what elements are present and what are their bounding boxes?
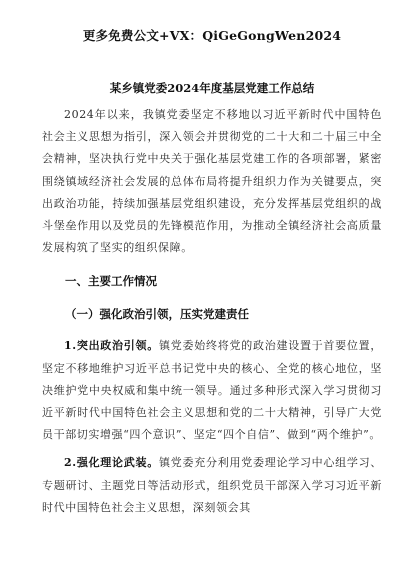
paragraph-lead: 2.强化理论武装。 — [64, 456, 160, 470]
intro-paragraph: 2024年以来，我镇党委坚定不移地以习近平新时代中国特色社会主义思想为指引，深入领会并贯彻党的二十大和二十届三中全会精神，坚决执行党中央关于强化基层党建工作的各项部署，紧密围绕镇域经济社会发展的总体布局将提升组织力作为关键要点，突出政治功能，持续加强基层党组织建设，充分发挥基层党组织的战斗堡垒作用以及党员的先锋模范作用，为推动全镇经济社会高质量发展构筑了坚实的组织保障。 — [42, 108, 382, 255]
body-paragraph — [42, 452, 382, 519]
subsection-heading: （一）强化政治引领，压实党建责任 — [65, 307, 249, 322]
paragraph-lead: 1.突出政治引领。 — [64, 339, 160, 353]
paragraph-text: 镇党委充分利用党委理论学习中心组学习、专题研讨、主题党日等活动形式，组织党员干部深入学习习近平新时代中国特色社会主义思想，深刻领会其 — [42, 456, 382, 514]
body-paragraph — [42, 335, 382, 446]
document-title: 某乡镇党委2024年度基层党建工作总结 — [109, 81, 315, 95]
paragraph-text: 镇党委始终将党的政治建设置于首要位置，坚定不移地维护习近平总书记党中央的核心、全党的核心地位，坚决维护党中央权威和集中统一领导。通过多种形式深入学习贯彻习近平新时代中国特色社会主义思想和党的二十大精神，引导广大党员干部切实增强“四个意识”、坚定“四个自信”、做到“两个维护”。 — [42, 339, 382, 442]
promo-banner: 更多免费公文+VX：QiGeGongWen2024 — [82, 28, 342, 43]
section-heading: 一、主要工作情况 — [65, 274, 157, 289]
